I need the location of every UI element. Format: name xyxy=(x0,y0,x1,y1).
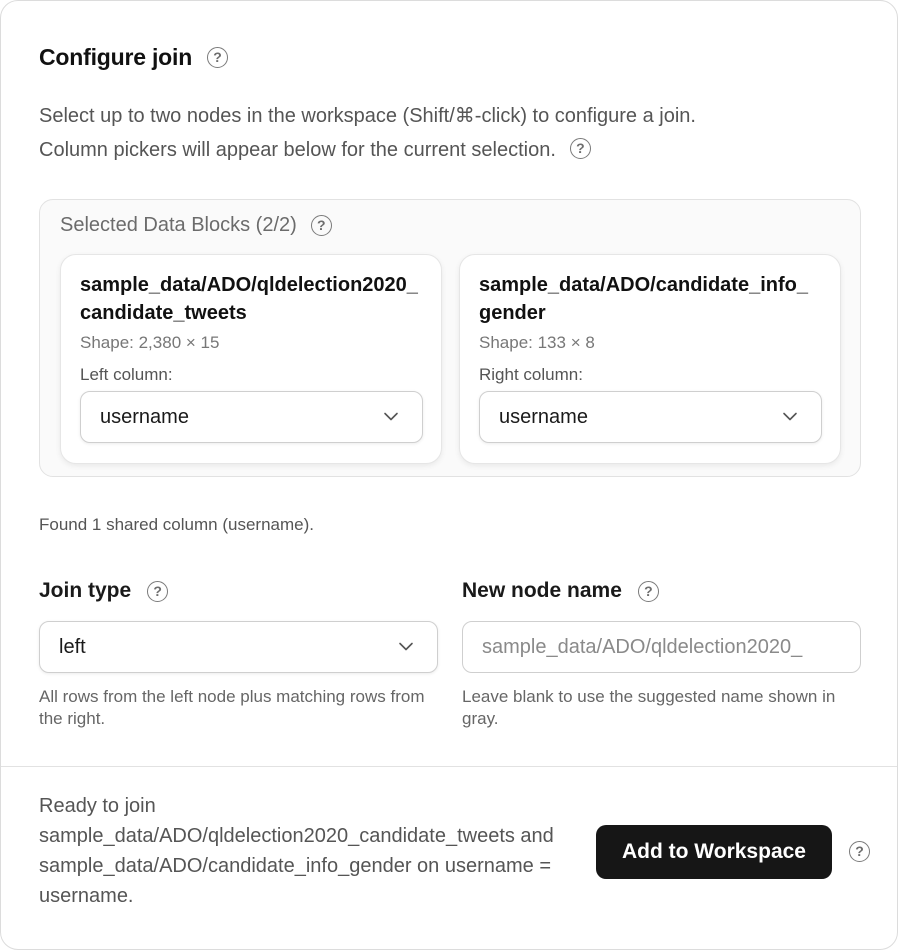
new-node-label: New node name xyxy=(462,579,622,602)
new-node-name-input[interactable] xyxy=(462,621,861,673)
join-type-label: Join type xyxy=(39,579,132,602)
title-help-icon[interactable]: ? xyxy=(207,47,228,68)
footer-help-icon[interactable]: ? xyxy=(849,841,870,862)
right-block-card xyxy=(459,254,841,464)
intro-help-icon[interactable]: ? xyxy=(570,138,591,159)
intro-line-2 xyxy=(39,133,859,167)
add-to-workspace-button[interactable]: Add to Workspace xyxy=(596,825,832,879)
right-column-label: Right column: xyxy=(479,365,583,384)
selected-blocks-header xyxy=(60,212,332,238)
right-column-select[interactable] xyxy=(479,391,822,443)
selected-blocks-title: Selected Data Blocks (2/2) xyxy=(60,213,297,236)
intro-line-2-text: Column pickers will appear below for the current selection. xyxy=(39,139,556,161)
left-column-select[interactable] xyxy=(80,391,423,443)
join-type-value: left xyxy=(59,636,86,658)
footer-divider xyxy=(1,766,897,767)
blocks-help-icon[interactable]: ? xyxy=(311,215,332,236)
right-block-name: sample_data/ADO/candidate_info_gender xyxy=(479,274,808,324)
left-column-label: Left column: xyxy=(80,365,173,384)
intro-text xyxy=(39,99,859,167)
shared-columns-status: Found 1 shared column (username). xyxy=(39,515,314,534)
new-node-label-row xyxy=(462,577,659,605)
right-column-value: username xyxy=(499,406,588,428)
new-node-help-icon[interactable]: ? xyxy=(638,581,659,602)
left-block-card xyxy=(60,254,442,464)
join-type-help-icon[interactable]: ? xyxy=(147,581,168,602)
left-column-value: username xyxy=(100,406,189,428)
chevron-down-icon xyxy=(382,407,400,425)
intro-line-1: Select up to two nodes in the workspace (Shift/⌘-click) to configure a join. xyxy=(39,105,696,127)
new-node-hint: Leave blank to use the suggested name shown in gray. xyxy=(462,687,836,728)
left-block-shape: Shape: 2,380 × 15 xyxy=(80,333,220,352)
ready-summary: Ready to join sample_data/ADO/qldelection2020_candidate_tweets and sample_data/ADO/candidate_info_gender on username = username. xyxy=(39,795,554,907)
page-title: Configure join xyxy=(39,43,193,70)
join-type-select[interactable] xyxy=(39,621,438,673)
right-block-shape: Shape: 133 × 8 xyxy=(479,333,595,352)
chevron-down-icon xyxy=(397,637,415,655)
left-block-name: sample_data/ADO/qldelection2020_candidate_tweets xyxy=(80,274,418,324)
chevron-down-icon xyxy=(781,407,799,425)
join-type-label-row xyxy=(39,577,168,605)
title-row xyxy=(39,41,228,73)
join-type-hint: All rows from the left node plus matching rows from the right. xyxy=(39,687,425,728)
selected-data-blocks xyxy=(39,199,861,477)
